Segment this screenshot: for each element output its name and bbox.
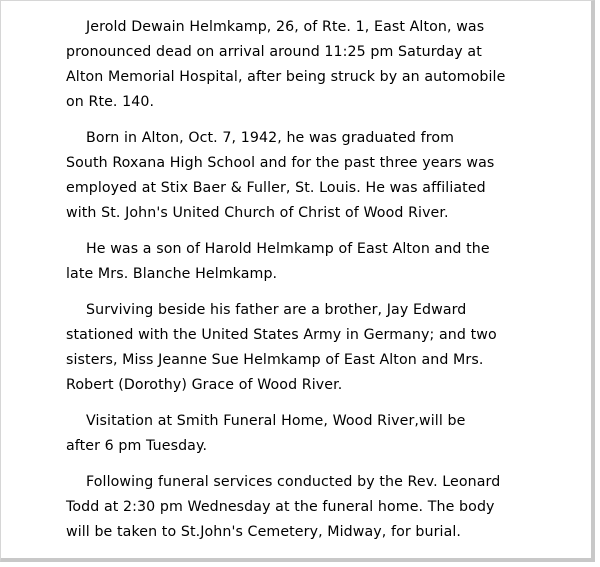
text-line: Born in Alton, Oct. 7, 1942, he was graduated from (86, 130, 455, 146)
paragraph-death-notice (46, 15, 566, 115)
text-line: will be taken to St.John's Cemetery, Midway, for burial. (66, 524, 462, 540)
text-line: Visitation at Smith Funeral Home, Wood River,will be (86, 413, 466, 429)
text-line: employed at Stix Baer & Fuller, St. Louis. He was affiliated (66, 180, 486, 196)
paragraph-biography (46, 126, 566, 226)
text-line: pronounced dead on arrival around 11:25 pm Saturday at (66, 44, 482, 60)
text-line: Following funeral services conducted by the Rev. Leonard (86, 474, 501, 490)
paragraph-visitation (46, 409, 566, 459)
text-line: Robert (Dorothy) Grace of Wood River. (66, 377, 343, 393)
paragraph-funeral-services (46, 470, 566, 545)
text-line: late Mrs. Blanche Helmkamp. (66, 266, 278, 282)
text-line: Jerold Dewain Helmkamp, 26, of Rte. 1, East Alton, was (86, 19, 485, 35)
text-line: Todd at 2:30 pm Wednesday at the funeral home. The body (66, 499, 495, 515)
text-line: South Roxana High School and for the past three years was (66, 155, 495, 171)
text-line: with St. John's United Church of Christ of Wood River. (66, 205, 449, 221)
obituary-text (46, 15, 566, 556)
paragraph-parents (46, 237, 566, 287)
text-line: stationed with the United States Army in Germany; and two (66, 327, 497, 343)
text-line: Surviving beside his father are a brother, Jay Edward (86, 302, 467, 318)
text-line: sisters, Miss Jeanne Sue Helmkamp of East Alton and Mrs. (66, 352, 484, 368)
paragraph-survivors (46, 298, 566, 398)
text-line: after 6 pm Tuesday. (66, 438, 208, 454)
text-line: on Rte. 140. (66, 94, 155, 110)
text-line: Alton Memorial Hospital, after being struck by an automobile (66, 69, 506, 85)
text-line: He was a son of Harold Helmkamp of East Alton and the (86, 241, 490, 257)
